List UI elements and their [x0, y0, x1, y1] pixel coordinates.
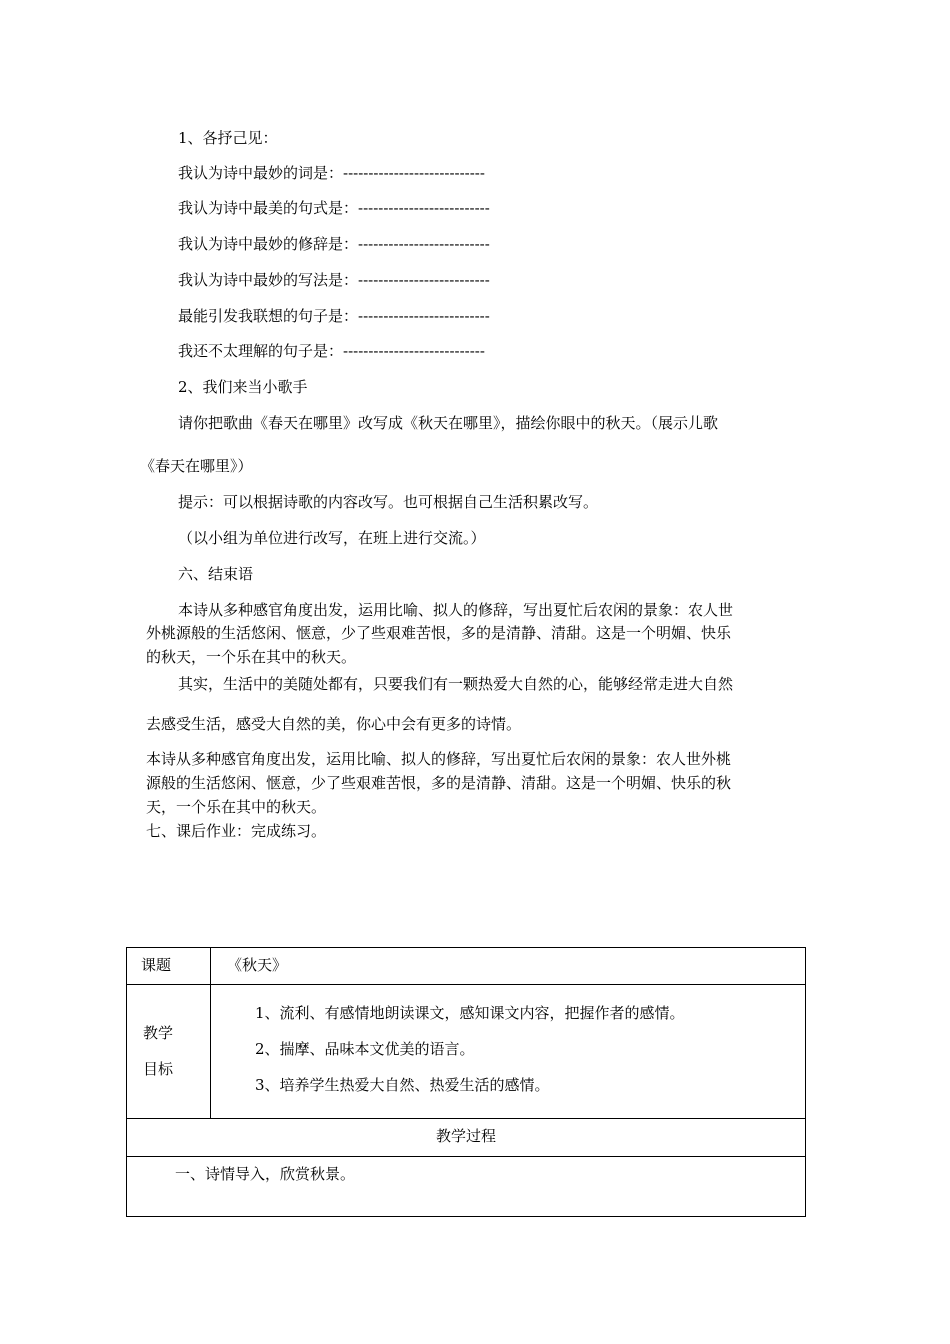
table-row	[127, 985, 806, 1119]
prompt-text: 最能引发我联想的句子是：	[178, 307, 359, 325]
section-heading-2: 2、我们来当小歌手	[178, 378, 308, 396]
section-heading-1: 1、各抒己见：	[178, 129, 278, 147]
section-heading-7: 七、课后作业：完成练习。	[146, 822, 327, 840]
task-text-line-1: 请你把歌曲《春天在哪里》改写成《秋天在哪里》，描绘你眼中的秋天。（展示儿歌	[178, 414, 719, 432]
note-text: （以小组为单位进行改写，在班上进行交流。）	[178, 529, 486, 547]
prompt-line	[178, 341, 485, 361]
goal-item: 3、培养学生热爱大自然、热爱生活的感情。	[255, 1076, 550, 1094]
title-value-cell: 《秋天》	[211, 948, 806, 985]
lesson-plan-table	[126, 947, 806, 1217]
table-row	[127, 1119, 806, 1157]
goal-label-line: 目标	[143, 1060, 174, 1078]
paragraph-line: 去感受生活，感受大自然的美，你心中会有更多的诗情。	[146, 715, 522, 733]
goal-item: 2、揣摩、品味本文优美的语言。	[255, 1040, 475, 1058]
paragraph-line: 的秋天，一个乐在其中的秋天。	[146, 648, 357, 666]
goal-label-cell	[127, 985, 211, 1119]
prompt-line	[178, 270, 490, 290]
title-label-cell: 课题	[127, 948, 211, 985]
blank-line: ----------------------------	[343, 342, 485, 360]
paragraph-line: 本诗从多种感官角度出发，运用比喻、拟人的修辞，写出夏忙后农闲的景象：农人世外桃	[146, 750, 732, 768]
hint-text: 提示：可以根据诗歌的内容改写。也可根据自己生活积累改写。	[178, 493, 599, 511]
prompt-text: 我认为诗中最妙的修辞是：	[178, 235, 359, 253]
prompt-text: 我还不太理解的句子是：	[178, 342, 344, 360]
prompt-text: 我认为诗中最美的句式是：	[178, 199, 359, 217]
first-step-cell: 一、诗情导入，欣赏秋景。	[127, 1157, 806, 1217]
process-label-cell: 教学过程	[127, 1119, 806, 1157]
prompt-text: 我认为诗中最妙的写法是：	[178, 271, 359, 289]
goal-label-line: 教学	[143, 1024, 174, 1042]
prompt-line	[178, 163, 485, 183]
paragraph-line: 天，一个乐在其中的秋天。	[146, 798, 327, 816]
blank-line: --------------------------	[358, 235, 490, 253]
table-row	[127, 1157, 806, 1217]
goals-cell	[211, 985, 806, 1119]
task-text-line-2: 《春天在哪里》）	[140, 457, 253, 475]
blank-line: ----------------------------	[343, 164, 485, 182]
paragraph-line: 本诗从多种感官角度出发，运用比喻、拟人的修辞，写出夏忙后农闲的景象：农人世	[178, 601, 734, 619]
section-heading-6: 六、结束语	[178, 565, 254, 583]
goal-item: 1、流利、有感情地朗读课文，感知课文内容，把握作者的感情。	[255, 1004, 685, 1022]
paragraph-line: 其实，生活中的美随处都有，只要我们有一颗热爱大自然的心，能够经常走进大自然	[178, 675, 734, 693]
blank-line: --------------------------	[358, 271, 490, 289]
prompt-line	[178, 198, 490, 218]
prompt-line	[178, 234, 490, 254]
blank-line: --------------------------	[358, 307, 490, 325]
prompt-text: 我认为诗中最妙的词是：	[178, 164, 344, 182]
blank-line: --------------------------	[358, 199, 490, 217]
paragraph-line: 外桃源般的生活悠闲、惬意，少了些艰难苦恨，多的是清静、清甜。这是一个明媚、快乐	[146, 624, 732, 642]
table-row	[127, 948, 806, 985]
paragraph-line: 源般的生活悠闲、惬意，少了些艰难苦恨，多的是清静、清甜。这是一个明媚、快乐的秋	[146, 774, 732, 792]
prompt-line	[178, 306, 490, 326]
